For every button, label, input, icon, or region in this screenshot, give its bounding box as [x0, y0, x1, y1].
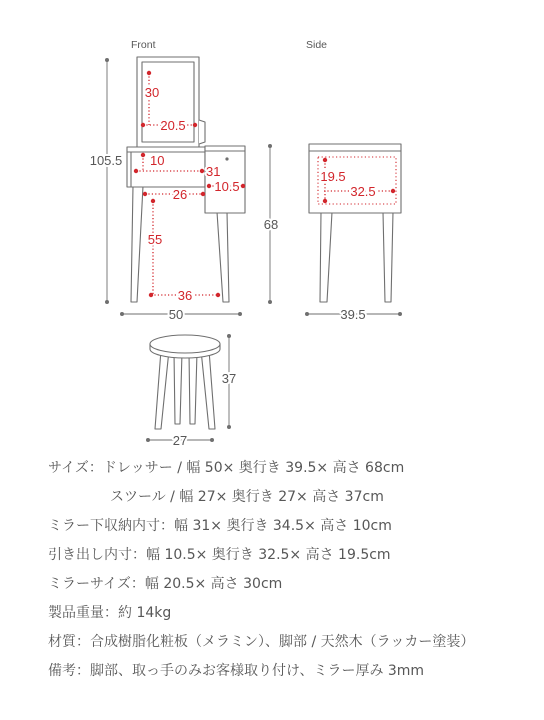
dimension-dot [227, 334, 231, 338]
dimension-dot [143, 192, 147, 196]
dimension-dot [241, 184, 245, 188]
dimension-dot [323, 199, 327, 203]
spec-line-weight: 製品重量：約 14kg [48, 605, 172, 621]
stool-drawing [150, 335, 220, 429]
storage-width-label: 31 [206, 164, 221, 179]
knee-height-label: 55 [147, 232, 163, 247]
depth-label: 39.5 [340, 307, 366, 322]
dimension-dot [210, 438, 214, 442]
dimension-dot [305, 312, 309, 316]
spec-line-notes: 備考：脚部、取っ手のみお客様取り付け、ミラー厚み 3mm [48, 663, 425, 679]
spec-line-mirror-storage: ミラー下収納内寸：幅 31× 奥行き 34.5× 高さ 10cm [48, 518, 392, 534]
front-right-leg [217, 212, 229, 302]
side-top-lid [309, 144, 401, 151]
dimension-dot [105, 300, 109, 304]
drawer-height-label: 19.5 [320, 169, 346, 184]
dresser-side-view [309, 144, 401, 302]
side-view-label: Side [306, 39, 328, 51]
mirror-height-label: 30 [144, 85, 160, 100]
stool-leg [174, 352, 182, 424]
dimension-dot [120, 312, 124, 316]
stool-leg [201, 350, 215, 429]
body-height-label: 68 [263, 217, 279, 232]
dimension-dot [105, 58, 109, 62]
dimension-dot [151, 199, 155, 203]
front-view-label: Front [131, 39, 156, 51]
dimension-dot [323, 158, 327, 162]
drawer-knob [225, 157, 228, 160]
mirror-stay [199, 120, 205, 144]
dimension-dot [216, 293, 220, 297]
drawer-width-label: 10.5 [214, 179, 240, 194]
leg-span-label: 36 [177, 288, 193, 303]
width-label: 50 [168, 307, 184, 322]
dimension-dot [141, 153, 145, 157]
spec-line-stool-size: スツール / 幅 27× 奥行き 27× 高さ 37cm [110, 489, 384, 505]
stool-seat [150, 335, 220, 353]
side-back-leg [383, 212, 393, 302]
total-height-label: 105.5 [89, 153, 123, 168]
stool-leg [155, 350, 169, 429]
spec-line-drawer-inner: 引き出し内寸：幅 10.5× 奥行き 32.5× 高さ 19.5cm [48, 547, 391, 563]
specification-list [48, 454, 528, 686]
spec-line-mirror-size: ミラーサイズ：幅 20.5× 高さ 30cm [48, 576, 283, 592]
stool-height-label: 37 [221, 371, 237, 386]
dimension-dot [141, 123, 145, 127]
dimension-dot [207, 184, 211, 188]
dimension-dot [147, 71, 151, 75]
dimension-dot [398, 312, 402, 316]
storage-height-label: 10 [150, 153, 165, 168]
spec-line-size: サイズ：ドレッサー / 幅 50× 奥行き 39.5× 高さ 68cm [48, 460, 405, 476]
drawer-depth-label: 32.5 [350, 184, 376, 199]
stool-width-label: 27 [172, 433, 188, 448]
mirror-storage-box [127, 147, 205, 187]
dimension-dot [268, 144, 272, 148]
dimension-dot [201, 192, 205, 196]
front-left-leg [131, 186, 143, 302]
dimension-dot [149, 293, 153, 297]
dimension-dot [200, 169, 204, 173]
spec-line-material: 材質：合成樹脂化粧板（メラミン）、脚部 / 天然木（ラッカー塗装） [48, 634, 475, 650]
dimension-dot [268, 300, 272, 304]
dimension-dot [227, 425, 231, 429]
dimension-dot [134, 169, 138, 173]
dimension-dot [146, 438, 150, 442]
stool-leg [189, 352, 197, 424]
dimension-dot [391, 189, 395, 193]
side-front-leg [320, 212, 332, 302]
mirror-width-label: 20.5 [160, 118, 186, 133]
dimension-dot [238, 312, 242, 316]
dimension-dot [193, 123, 197, 127]
knee-width-label: 26 [172, 187, 188, 202]
